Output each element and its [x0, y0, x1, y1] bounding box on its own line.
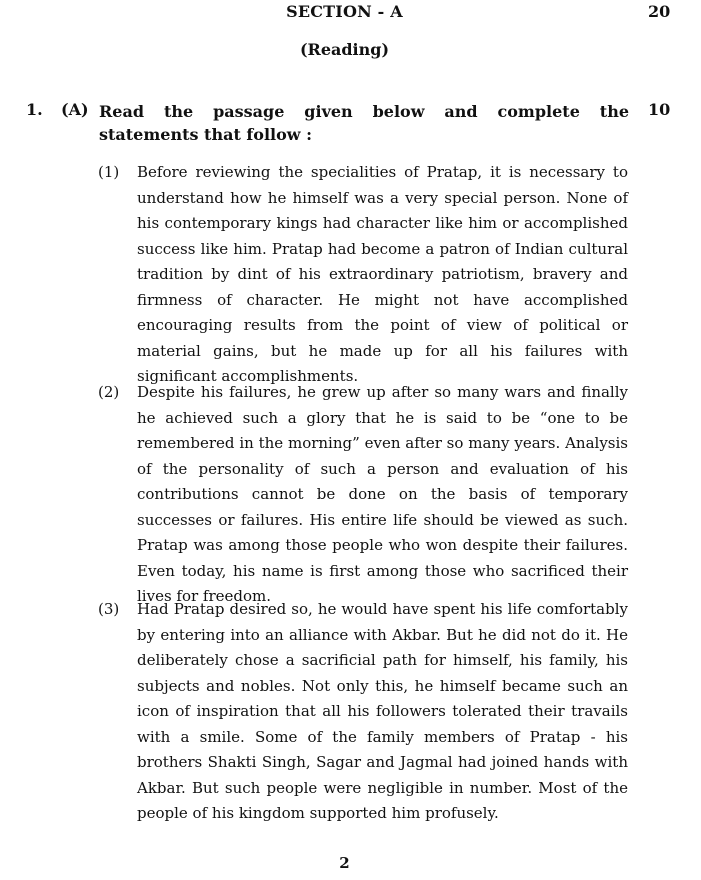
paragraph-2-text: Despite his failures, he grew up after so many wars and finally he achieved such a glory that he is said to be “one to be remembered in the morning” even after so many years. Analysis of the personality of such a person and evaluation of his contributions cannot be done on the basis of temporary successes or failures. His entire life should be viewed as such. Pratap was among those people who won despite their failures. Even today, his name is first among those who sacrificed their lives for freedom. — [137, 383, 628, 605]
section-title: SECTION - A — [286, 2, 403, 21]
question-number: 1. — [26, 100, 43, 119]
question-part: (A) — [61, 100, 89, 119]
paragraph-3-text: Had Pratap desired so, he would have spent his life comfortably by entering into an alliance with Akbar. But he did not do it. He deliberately chose a sacrificial path for himself, his family, his subjects and nobles. Not only this, he himself became such an icon of inspiration that all his followers tolerated their travails with a smile. Some of the family members of Pratap - his brothers Shakti Singh, Sagar and Jagmal had joined hands with Akbar. But such people were negligible in number. Most of the people of his kingdom supported him profusely. — [137, 600, 628, 822]
question-instruction: Read the passage given below and complete the statements that follow : — [99, 102, 629, 144]
paragraph-1-text: Before reviewing the specialities of Pratap, it is necessary to understand how he himself was a very special person. None of his contemporary kings had character like him or accomplished success like him. Pratap had become a patron of Indian cultural tradition by dint of his extraordinary patriotism, bravery and firmness of character. He might not have accomplished encouraging results from the point of view of political or material gains, but he made up for all his failures with significant accomplishments. — [137, 163, 628, 385]
paragraph-3-label: (3) — [98, 600, 120, 618]
paragraph-2-label: (2) — [98, 383, 120, 401]
section-marks: 20 — [648, 2, 671, 21]
question-marks: 10 — [648, 100, 671, 119]
page-number: 2 — [339, 854, 350, 872]
section-subtitle: (Reading) — [299, 40, 390, 59]
paragraph-1-label: (1) — [98, 163, 120, 181]
